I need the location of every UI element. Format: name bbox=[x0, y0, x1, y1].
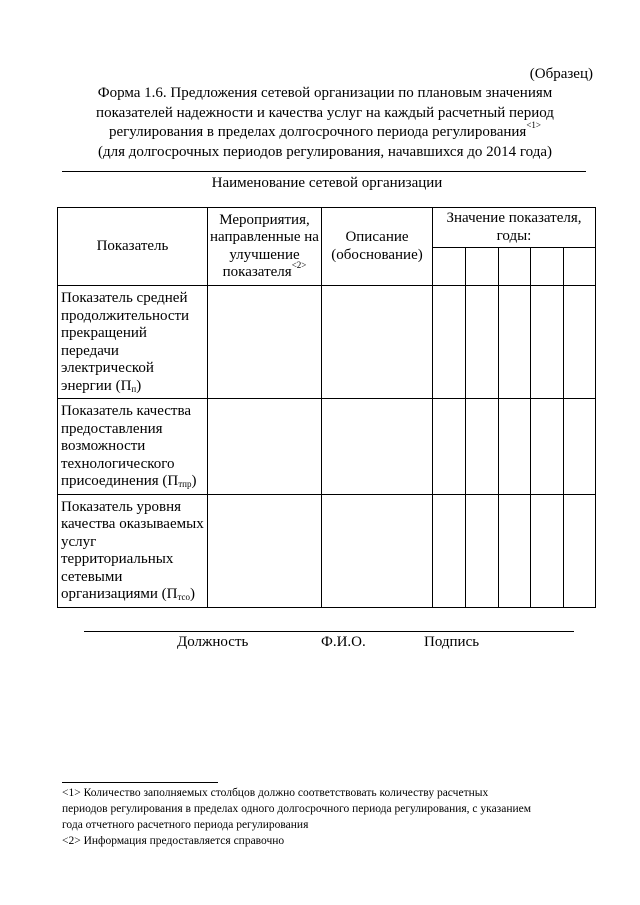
signature-label: Подпись bbox=[424, 634, 480, 650]
value-cell[interactable] bbox=[531, 399, 564, 495]
footnote-1-line-3: года отчетного расчетного периода регулирования bbox=[62, 819, 309, 831]
row-label-text: Показатель уровня качества оказываемых услуг территориальных сетевыми организациями (П bbox=[61, 498, 204, 602]
name-label: Ф.И.О. bbox=[321, 634, 366, 650]
footnote-ref-2: <2> bbox=[291, 260, 307, 270]
row-label-text: Показатель средней продолжительности прекращений передачи электрической энергии (П bbox=[61, 290, 190, 394]
position-label: Должность bbox=[177, 634, 249, 650]
value-cell[interactable] bbox=[466, 286, 499, 399]
value-cell[interactable] bbox=[564, 286, 596, 399]
table-row bbox=[58, 494, 596, 607]
header-measures-text: Мероприятия, направленные на улучшение показателя bbox=[210, 211, 319, 280]
year-cell-2[interactable] bbox=[466, 248, 499, 286]
footnote-ref-1: <1> bbox=[526, 120, 541, 130]
heading-line-3-text: регулирования в пределах долгосрочного периода регулирования bbox=[109, 124, 527, 140]
value-cell[interactable] bbox=[499, 399, 531, 495]
header-indicator: Показатель bbox=[58, 208, 208, 286]
header-value: Значение показателя, годы: bbox=[433, 208, 596, 248]
footnote-2: <2> Информация предоставляется справочно bbox=[62, 835, 285, 847]
table-row bbox=[58, 286, 596, 399]
row-label-sub: п bbox=[131, 383, 137, 394]
heading-line-3 bbox=[60, 120, 590, 143]
measures-cell[interactable] bbox=[208, 399, 322, 495]
row-label-service-quality bbox=[58, 494, 208, 607]
value-cell[interactable] bbox=[531, 286, 564, 399]
heading-line-4: (для долгосрочных периодов регулирования, начавшихся до 2014 года) bbox=[98, 143, 552, 160]
measures-cell[interactable] bbox=[208, 494, 322, 607]
org-name-label: Наименование сетевой организации bbox=[211, 175, 443, 191]
description-cell[interactable] bbox=[322, 399, 433, 495]
signature-line bbox=[84, 631, 574, 632]
table-row bbox=[58, 399, 596, 495]
form-heading bbox=[60, 84, 590, 162]
row-label-text: Показатель качества предоставления возможности технологического присоединения (П bbox=[61, 403, 191, 489]
row-label-tail: ) bbox=[136, 377, 142, 394]
year-cell-1[interactable] bbox=[433, 248, 466, 286]
row-label-tail: ) bbox=[191, 473, 197, 489]
row-label-sub: тпр bbox=[178, 479, 192, 489]
row-label-tail: ) bbox=[190, 586, 196, 602]
value-cell[interactable] bbox=[466, 494, 499, 607]
row-label-duration bbox=[58, 286, 208, 399]
indicators-table bbox=[57, 207, 596, 608]
measures-cell[interactable] bbox=[208, 286, 322, 399]
value-cell[interactable] bbox=[433, 399, 466, 495]
footnote-separator bbox=[62, 782, 218, 783]
footnote-1-line-1: <1> Количество заполняемых столбцов должно соответствовать количеству расчетных bbox=[62, 787, 489, 799]
heading-line-1: Форма 1.6. Предложения сетевой организации по плановым значениям bbox=[97, 85, 553, 101]
year-cell-3[interactable] bbox=[499, 248, 531, 286]
value-cell[interactable] bbox=[433, 494, 466, 607]
org-name-line bbox=[62, 171, 586, 172]
description-cell[interactable] bbox=[322, 494, 433, 607]
year-cell-4[interactable] bbox=[531, 248, 564, 286]
sample-label: (Образец) bbox=[529, 66, 593, 82]
header-description: Описание (обоснование) bbox=[322, 208, 433, 286]
footnote-1-line-2: периодов регулирования в пределах одного долгосрочного периода регулирования, с указанием bbox=[62, 803, 532, 815]
value-cell[interactable] bbox=[531, 494, 564, 607]
value-cell[interactable] bbox=[499, 494, 531, 607]
value-cell[interactable] bbox=[499, 286, 531, 399]
value-cell[interactable] bbox=[564, 494, 596, 607]
header-measures bbox=[208, 208, 322, 286]
heading-line-2: показателей надежности и качества услуг на каждый расчетный период bbox=[96, 104, 554, 121]
row-label-sub: тсо bbox=[177, 592, 191, 602]
value-cell[interactable] bbox=[466, 399, 499, 495]
year-cell-5[interactable] bbox=[564, 248, 596, 286]
description-cell[interactable] bbox=[322, 286, 433, 399]
row-label-connection bbox=[58, 399, 208, 495]
value-cell[interactable] bbox=[433, 286, 466, 399]
value-cell[interactable] bbox=[564, 399, 596, 495]
